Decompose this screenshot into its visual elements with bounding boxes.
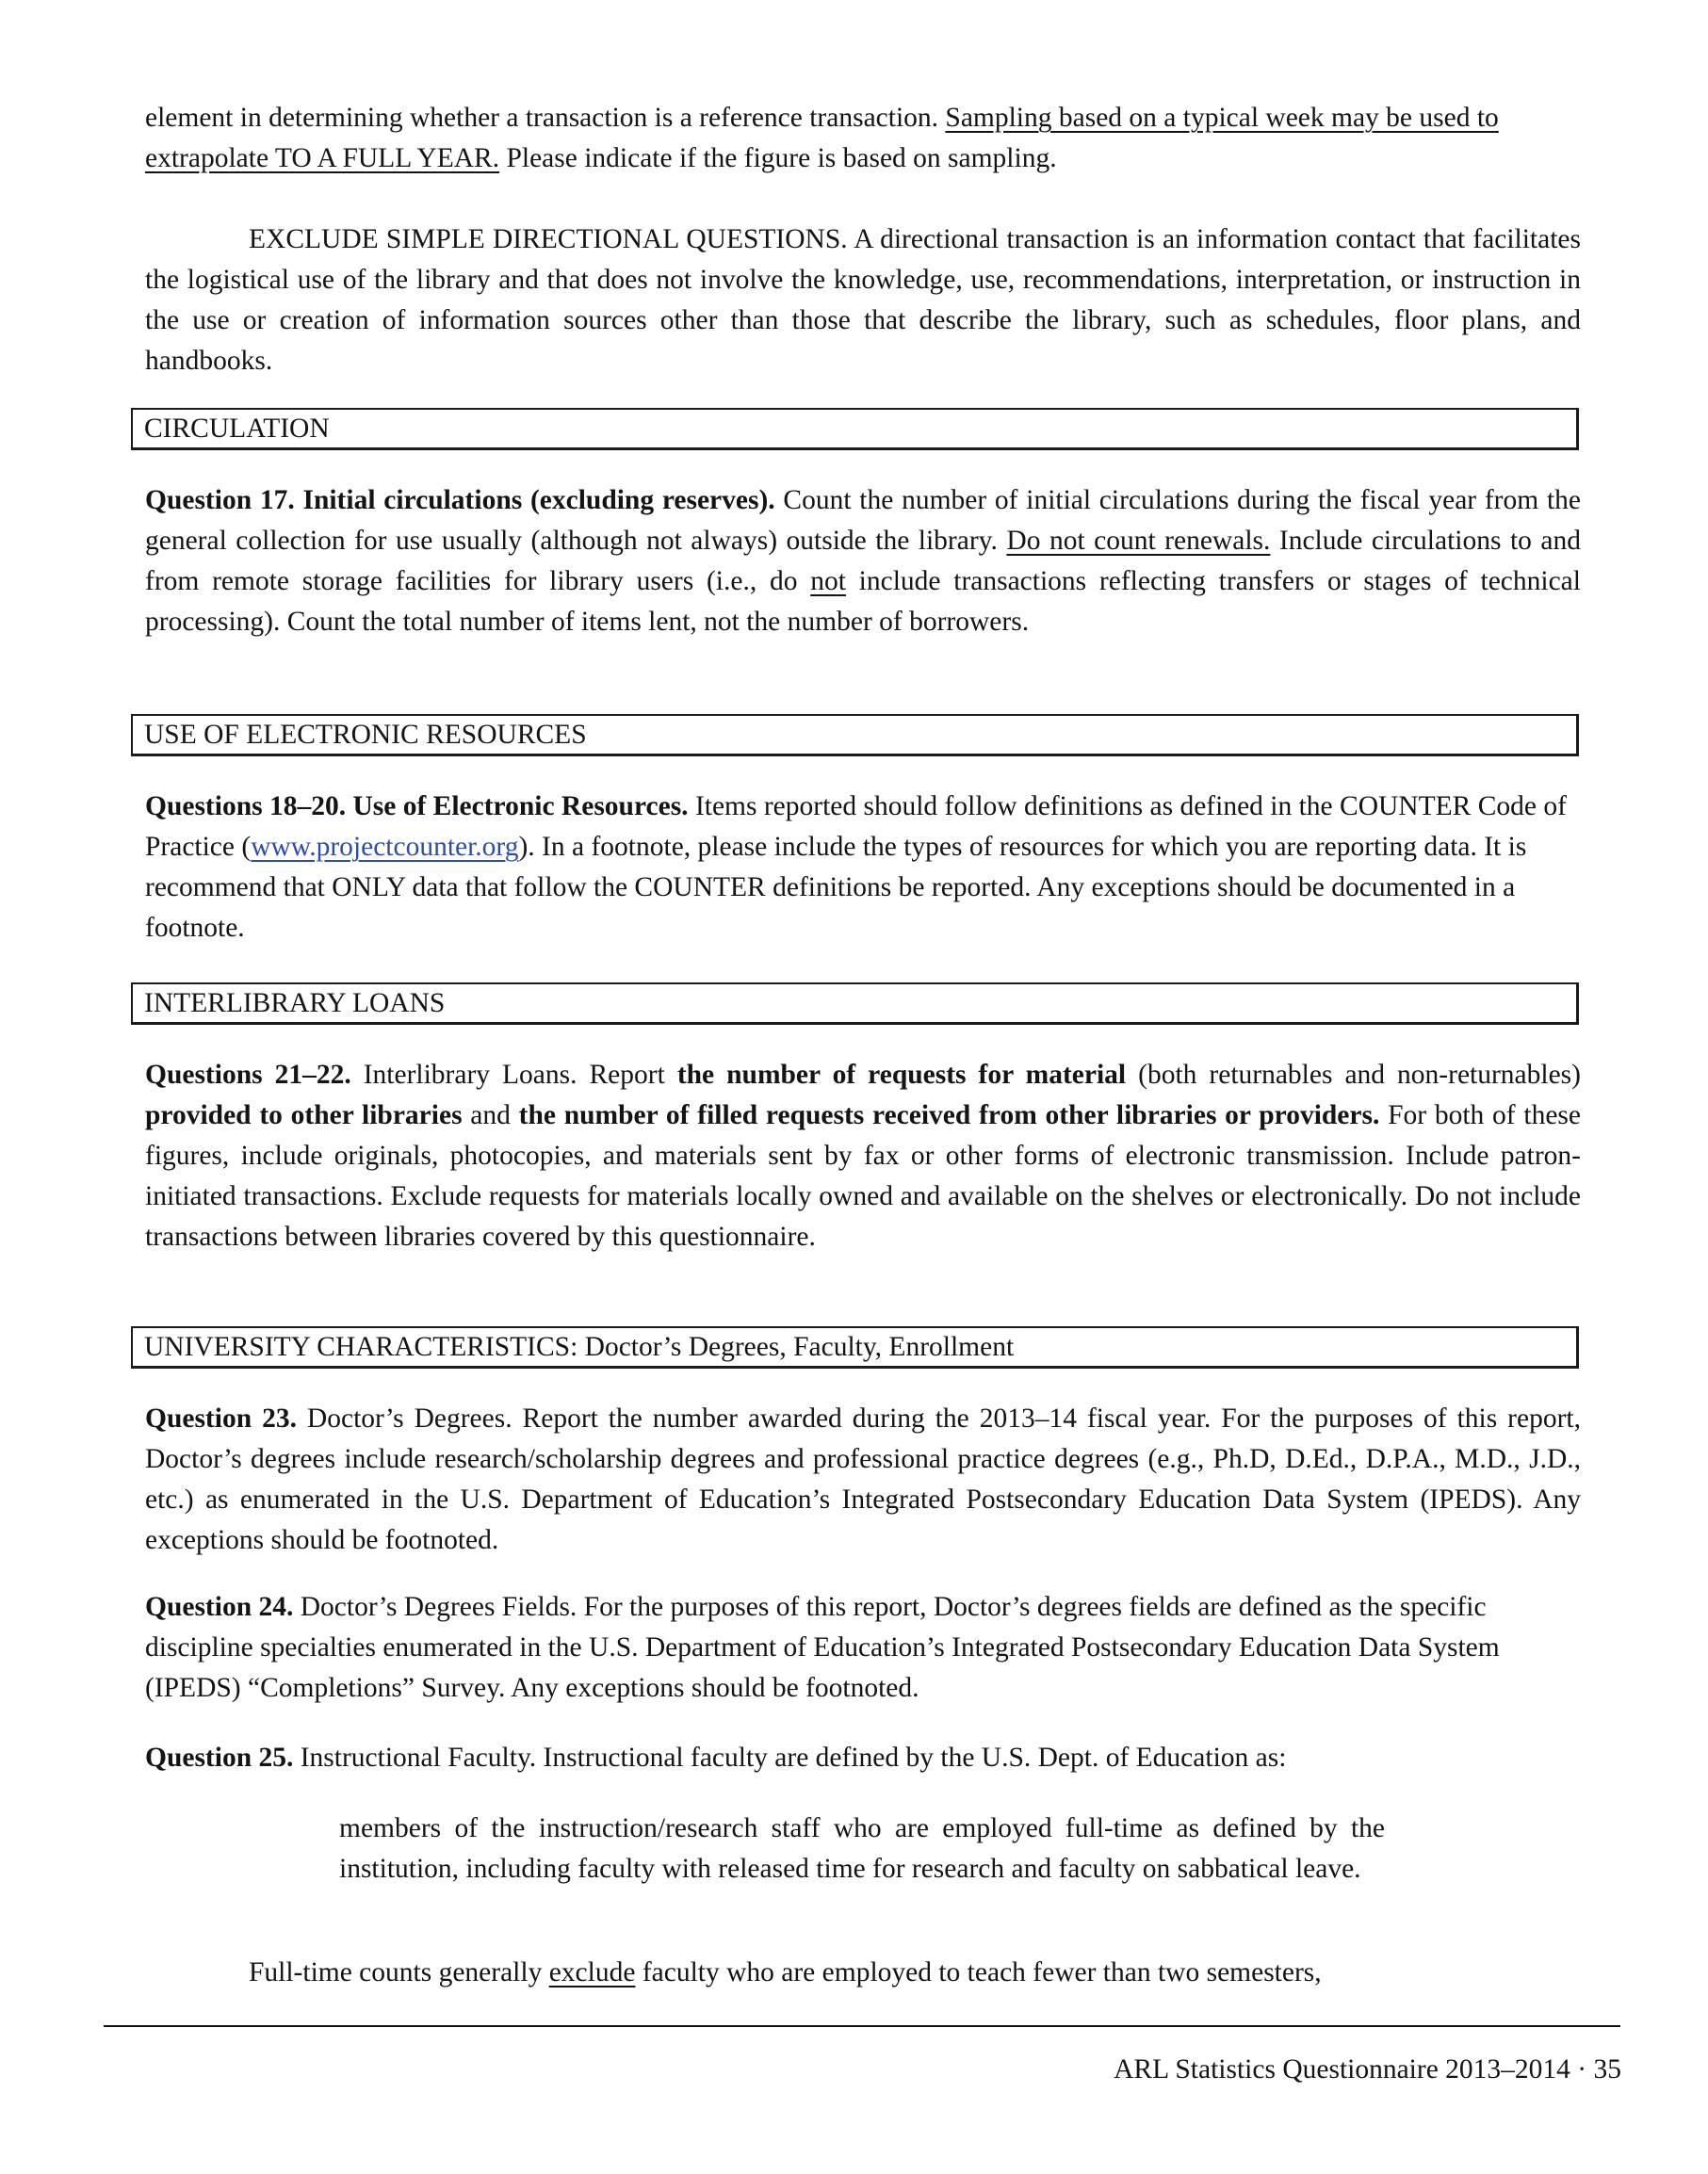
full-time-text-2: faculty who are employed to teach fewer than two semesters, xyxy=(635,1957,1322,1987)
question-17-text-3: include transactions reflecting transfers or stages of technical processing). Count the total number of items lent, not the number of borrowers. xyxy=(145,566,1581,637)
exclude-underlined-text: exclude xyxy=(548,1957,636,1987)
ill-text-4: For both of these figures, include originals, photocopies, and materials sent by fax or other forms of electronic transmission. Include patron-initiated transactions. Exclude requests for materials locally owned and available on the shelves or electronically. Do not include transactions between libraries covered by this questionnaire. xyxy=(145,1100,1581,1252)
question-23 xyxy=(145,1399,1581,1561)
intro-text-end: Please indicate if the figure is based on sampling. xyxy=(499,143,1057,173)
ill-bold-provided: provided to other libraries xyxy=(145,1100,463,1130)
quote-text: members of the instruction/research staff who are employed full-time as defined by the institution, including faculty with released time for research and faculty on sabbatical leave. xyxy=(339,1813,1385,1884)
question-17-text-2: Include circulations to and from remote storage facilities for library users (i.e., do xyxy=(145,526,1581,596)
faculty-definition-quote xyxy=(339,1809,1385,1890)
section-header-university-characteristics xyxy=(131,1326,1579,1369)
ill-text-2: (both returnables and non-returnables) xyxy=(1126,1060,1581,1090)
directional-text: EXCLUDE SIMPLE DIRECTIONAL QUESTIONS. A directional transaction is an information contact that facilitates the logistical use of the library and that does not involve the knowledge, use, recommendations, interpretation, or instruction in the use or creation of information sources other than those that describe the library, such as schedules, floor plans, and handbooks. xyxy=(145,224,1581,376)
question-23-text: Doctor’s Degrees. Report the number awarded during the 2013–14 fiscal year. For the purposes of this report, Doctor’s degrees include research/scholarship degrees and professional practice degrees (e.g., Ph.D, D.Ed., D.P.A., M.D., J.D., etc.) as enumerated in the U.S. Department of Education’s Integrated Postsecondary Education Data System (IPEDS). Any exceptions should be footnoted. xyxy=(145,1403,1581,1555)
question-24-title: Question 24. xyxy=(145,1592,294,1622)
intro-text: element in determining whether a transaction is a reference transaction. xyxy=(145,103,946,133)
question-24-text: Doctor’s Degrees Fields. For the purposes of this report, Doctor’s degrees fields are defined as the specific discipline specialties enumerated in the U.S. Department of Education’s Integrated Postsecondary Education Data System (IPEDS) “Completions” Survey. Any exceptions should be footnoted. xyxy=(145,1592,1500,1703)
question-17 xyxy=(145,480,1581,642)
questions-18-20-text: Items reported should follow definitions as defined in the COUNTER Code of Practice ( xyxy=(145,791,1567,862)
intro-paragraph-directional xyxy=(145,219,1581,381)
projectcounter-link[interactable]: www.projectcounter.org xyxy=(251,832,519,862)
ill-bold-requests: the number of requests for material xyxy=(676,1060,1127,1090)
question-23-title: Question 23. xyxy=(145,1403,297,1434)
footer-divider xyxy=(104,2025,1620,2027)
section-header-interlibrary-loans xyxy=(131,982,1579,1025)
intro-paragraph-sampling xyxy=(145,98,1581,179)
section-header-label: USE OF ELECTRONIC RESOURCES xyxy=(144,720,587,750)
questions-21-22 xyxy=(145,1055,1581,1257)
sampling-underlined-text: Sampling based on a typical week may be used to extrapolate TO A FULL YEAR. xyxy=(145,103,1499,173)
questions-18-20-text-2: ). In a footnote, please include the types of resources for which you are reporting data. It is recommend that ONLY data that follow the COUNTER definitions be reported. Any exceptions should be documented in a footnote. xyxy=(145,832,1527,943)
question-25 xyxy=(145,1738,1581,1778)
full-time-text: Full-time counts generally xyxy=(249,1957,549,1987)
section-header-label: CIRCULATION xyxy=(144,414,330,444)
ill-bold-filled: the number of filled requests received from other libraries or providers. xyxy=(518,1100,1380,1130)
renewals-underlined-text: Do not count renewals. xyxy=(1006,526,1271,556)
section-header-label: UNIVERSITY CHARACTERISTICS: Doctor’s Degrees, Faculty, Enrollment xyxy=(144,1332,1015,1362)
questions-18-20 xyxy=(145,787,1581,949)
section-header-circulation xyxy=(131,408,1579,450)
question-17-title: Question 17. Initial circulations (excluding reserves). xyxy=(145,485,775,515)
question-17-text: Count the number of initial circulations during the fiscal year from the general collection for use usually (although not always) outside the library. xyxy=(145,485,1581,556)
question-25-text: Instructional Faculty. Instructional faculty are defined by the U.S. Dept. of Education as: xyxy=(293,1743,1287,1773)
full-time-counts-paragraph xyxy=(145,1953,1581,1993)
questions-21-22-title: Questions 21–22. xyxy=(145,1060,351,1090)
question-24 xyxy=(145,1587,1581,1709)
not-underlined-text: not xyxy=(810,566,846,596)
questions-18-20-title: Questions 18–20. Use of Electronic Resources. xyxy=(145,791,689,821)
section-header-electronic-resources xyxy=(131,714,1579,756)
ill-text: Interlibrary Loans. Report xyxy=(350,1060,677,1090)
ill-text-3: and xyxy=(462,1100,519,1130)
section-header-label: INTERLIBRARY LOANS xyxy=(144,988,446,1018)
page-footer: ARL Statistics Questionnaire 2013–2014 · 35 xyxy=(1114,2054,1621,2085)
question-25-title: Question 25. xyxy=(145,1743,294,1773)
